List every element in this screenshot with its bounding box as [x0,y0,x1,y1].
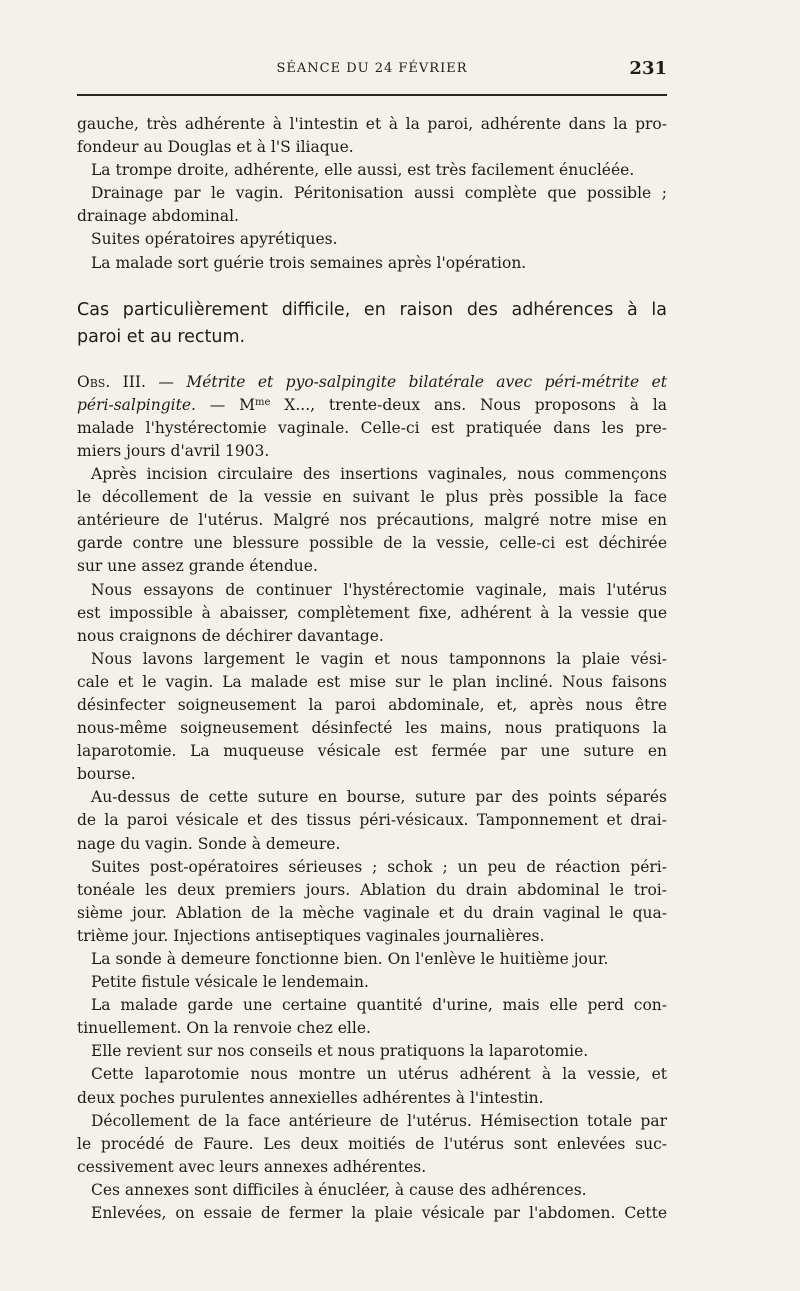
text-line: drainage abdominal. [77,207,239,226]
text-line: Après incision circulaire des insertions vaginales, nous commençons [91,465,667,484]
text-line: cessivement avec leurs annexes adhérentes. [77,1157,427,1176]
text-line: Décollement de la face antérieure de l'utérus. Hémisection totale par [91,1111,667,1130]
obs-patient-sup: me [255,396,271,408]
obs-dash: — [145,372,187,391]
text-line: nous craignons de déchirer davantage. [77,626,384,645]
obs-patient-rest: X..., trente-deux ans. Nous proposons à la [270,395,667,414]
page-number: 231 [629,58,667,79]
text-line: fondeur au Douglas et à l'S iliaque. [77,138,354,157]
spacer [77,275,667,297]
text-line: de la paroi vésicale et des tissus péri-vésicaux. Tamponnement et drai- [77,811,667,830]
text-line: Cette laparotomie nous montre un utérus adhérent à la vessie, et [91,1065,667,1084]
text-line: le procédé de Faure. Les deux moitiés de l'utérus sont enlevées suc- [77,1134,667,1153]
obs-title-line [77,371,667,394]
obs-label: Obs. III. [77,372,146,391]
paragraph-2 [77,463,667,1225]
text-line: La sonde à demeure fonctionne bien. On l'enlève le huitième jour. [91,950,609,968]
text-line: Drainage par le vagin. Péritonisation aussi complète que possible ; [91,184,667,203]
spacer [77,351,667,371]
body-text [77,113,667,1225]
text-line: tonéale les deux premiers jours. Ablation du drain abdominal le troi- [77,880,667,899]
text-line: La malade garde une certaine quantité d'urine, mais elle perd con- [91,996,667,1015]
obs-line-2 [77,394,667,417]
text-line: laparotomie. La muqueuse vésicale est fermée par une suture en [77,742,667,761]
text-line: Suites opératoires apyrétiques. [91,230,338,249]
obs-patient-dash: — M [195,395,256,414]
heading-line: paroi et au rectum. [77,326,246,347]
text-line: Nous lavons largement le vagin et nous tamponnons la plaie vési- [91,649,667,668]
text-line: malade l'hystérectomie vaginale. Celle-ci est pratiquée dans les pre- [77,418,667,437]
heading-line: Cas particulièrement difficile, en raison des adhérences à la [77,299,667,320]
text-line: désinfecter soigneusement la paroi abdominale, et, après nous être [77,695,667,714]
obs-title-cont: péri-salpingite. [77,395,196,414]
text-line: garde contre une blessure possible de la vessie, celle-ci est déchirée [77,534,667,553]
text-line: deux poches purulentes annexielles adhérentes à l'intestin. [77,1088,544,1107]
header-rule [77,94,667,96]
text-line: nous-même soigneusement désinfecté les mains, nous pratiquons la [77,719,667,738]
text-line: Elle revient sur nos conseils et nous pratiquons la laparotomie. [91,1042,589,1061]
obs-title: Métrite et pyo-salpingite bilatérale avec péri-métrite et [186,372,667,391]
text-line: tinuellement. On la renvoie chez elle. [77,1019,371,1038]
text-line: trième jour. Injections antiseptiques vaginales journalières. [77,926,545,945]
text-line: le décollement de la vessie en suivant le plus près possible la face [77,488,667,507]
text-line: Enlevées, on essaie de fermer la plaie vésicale par l'abdomen. Cette [91,1204,667,1223]
text-line: La malade sort guérie trois semaines après l'opération. [91,253,527,272]
text-line: sième jour. Ablation de la mèche vaginale et du drain vaginal le qua- [77,903,667,922]
paragraph-1 [77,113,667,275]
running-title: SÉANCE DU 24 FÉVRIER [276,61,468,76]
observation-block [77,371,667,463]
text-line: Nous essayons de continuer l'hystérectomie vaginale, mais l'utérus [91,580,667,599]
text-line: cale et le vagin. La malade est mise sur le plan incliné. Nous faisons [77,672,667,691]
page-header [77,58,667,82]
text-line: sur une assez grande étendue. [77,557,318,576]
text-line: Suites post-opératoires sérieuses ; schok ; un peu de réaction péri- [91,857,667,876]
text-line: Petite fistule vésicale le lendemain. [91,973,369,992]
text-line: antérieure de l'utérus. Malgré nos précautions, malgré notre mise en [77,511,667,530]
text-line: La trompe droite, adhérente, elle aussi, est très facilement énucléée. [91,161,635,180]
text-line: Ces annexes sont difficiles à énucléer, à cause des adhérences. [91,1180,587,1199]
text-line: nage du vagin. Sonde à demeure. [77,834,341,853]
text-line: est impossible à abaisser, complètement fixe, adhérent à la vessie que [77,603,667,622]
section-heading [77,297,667,351]
text-line: miers jours d'avril 1903. [77,441,270,460]
text-line: bourse. [77,765,136,784]
text-line: gauche, très adhérente à l'intestin et à la paroi, adhérente dans la pro- [77,115,667,133]
text-line: Au-dessus de cette suture en bourse, suture par des points séparés [91,788,667,807]
